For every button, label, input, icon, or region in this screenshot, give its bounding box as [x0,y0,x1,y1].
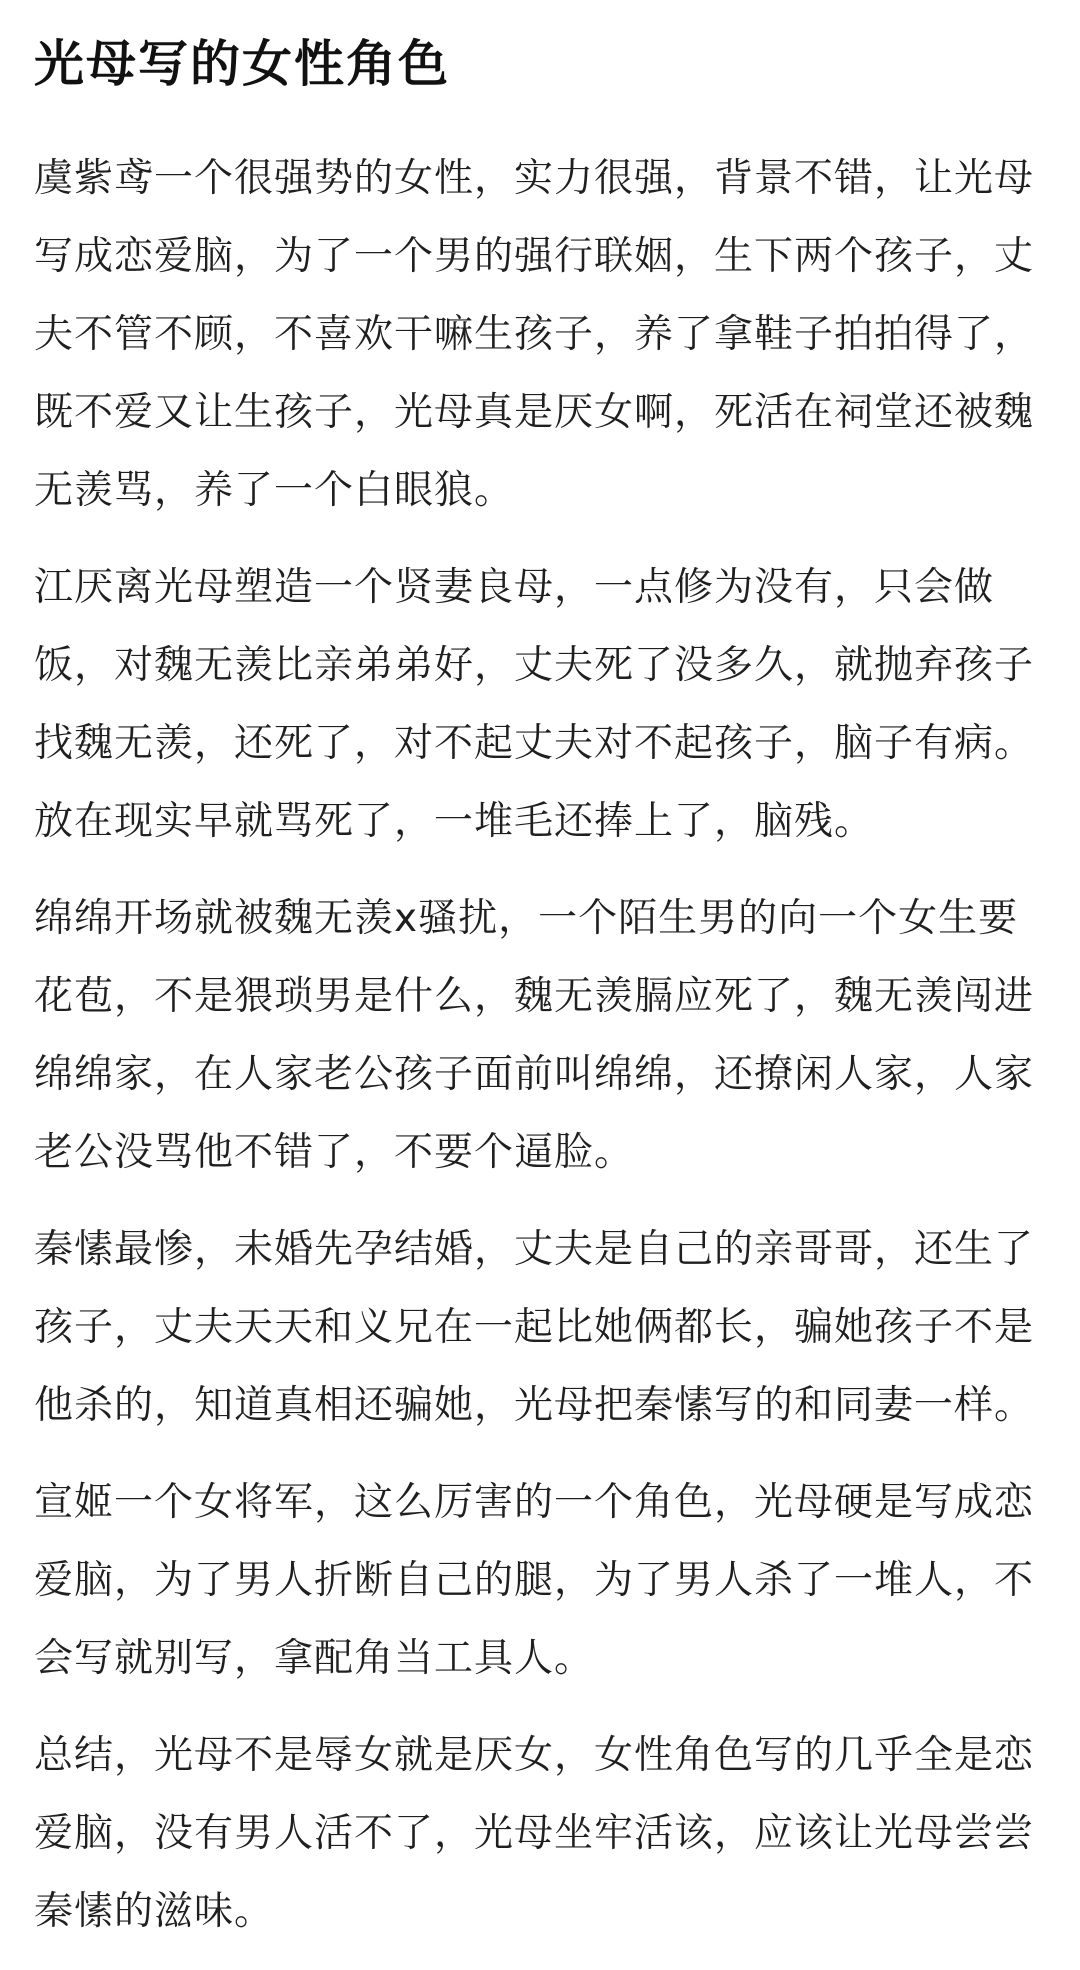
post-body [34,140,1050,1951]
post [34,0,1050,1970]
post-title: 光母写的女性角色 [34,35,450,93]
paragraph-jiang-yanli: 江厌离光母塑造一个贤妻良母，一点修为没有，只会做饭，对魏无羡比亲弟弟好，丈夫死了没多久，就抛弃孩子找魏无羡，还死了，对不起丈夫对不起孩子，脑子有病。放在现实早就骂死了，一堆毛还捧上了，脑残。 [34,565,1035,844]
paragraph-summary: 总结，光母不是辱女就是厌女，女性角色写的几乎全是恋爱脑，没有男人活不了，光母坐牢活该，应该让光母尝尝秦愫的滋味。 [34,1733,1035,1934]
paragraph-mianmian: 绵绵开场就被魏无羡x骚扰，一个陌生男的向一个女生要花苞，不是猥琐男是什么，魏无羡膈应死了，魏无羡闯进绵绵家，在人家老公孩子面前叫绵绵，还撩闲人家，人家老公没骂他不错了，不要个逼脸。 [34,896,1035,1175]
paragraph-xuan-ji: 宣姬一个女将军，这么厉害的一个角色，光母硬是写成恋爱脑，为了男人折断自己的腿，为了男人杀了一堆人，不会写就别写，拿配角当工具人。 [34,1480,1035,1681]
paragraph-qin-su: 秦愫最惨，未婚先孕结婚，丈夫是自己的亲哥哥，还生了孩子，丈夫天天和义兄在一起比她俩都长，骗她孩子不是他杀的，知道真相还骗她，光母把秦愫写的和同妻一样。 [34,1227,1035,1428]
paragraph-yu-ziyuan: 虞紫鸢一个很强势的女性，实力很强，背景不错，让光母写成恋爱脑，为了一个男的强行联姻，生下两个孩子，丈夫不管不顾，不喜欢干嘛生孩子，养了拿鞋子拍拍得了，既不爱又让生孩子，光母真是厌女啊，死活在祠堂还被魏无羡骂，养了一个白眼狼。 [34,156,1035,513]
